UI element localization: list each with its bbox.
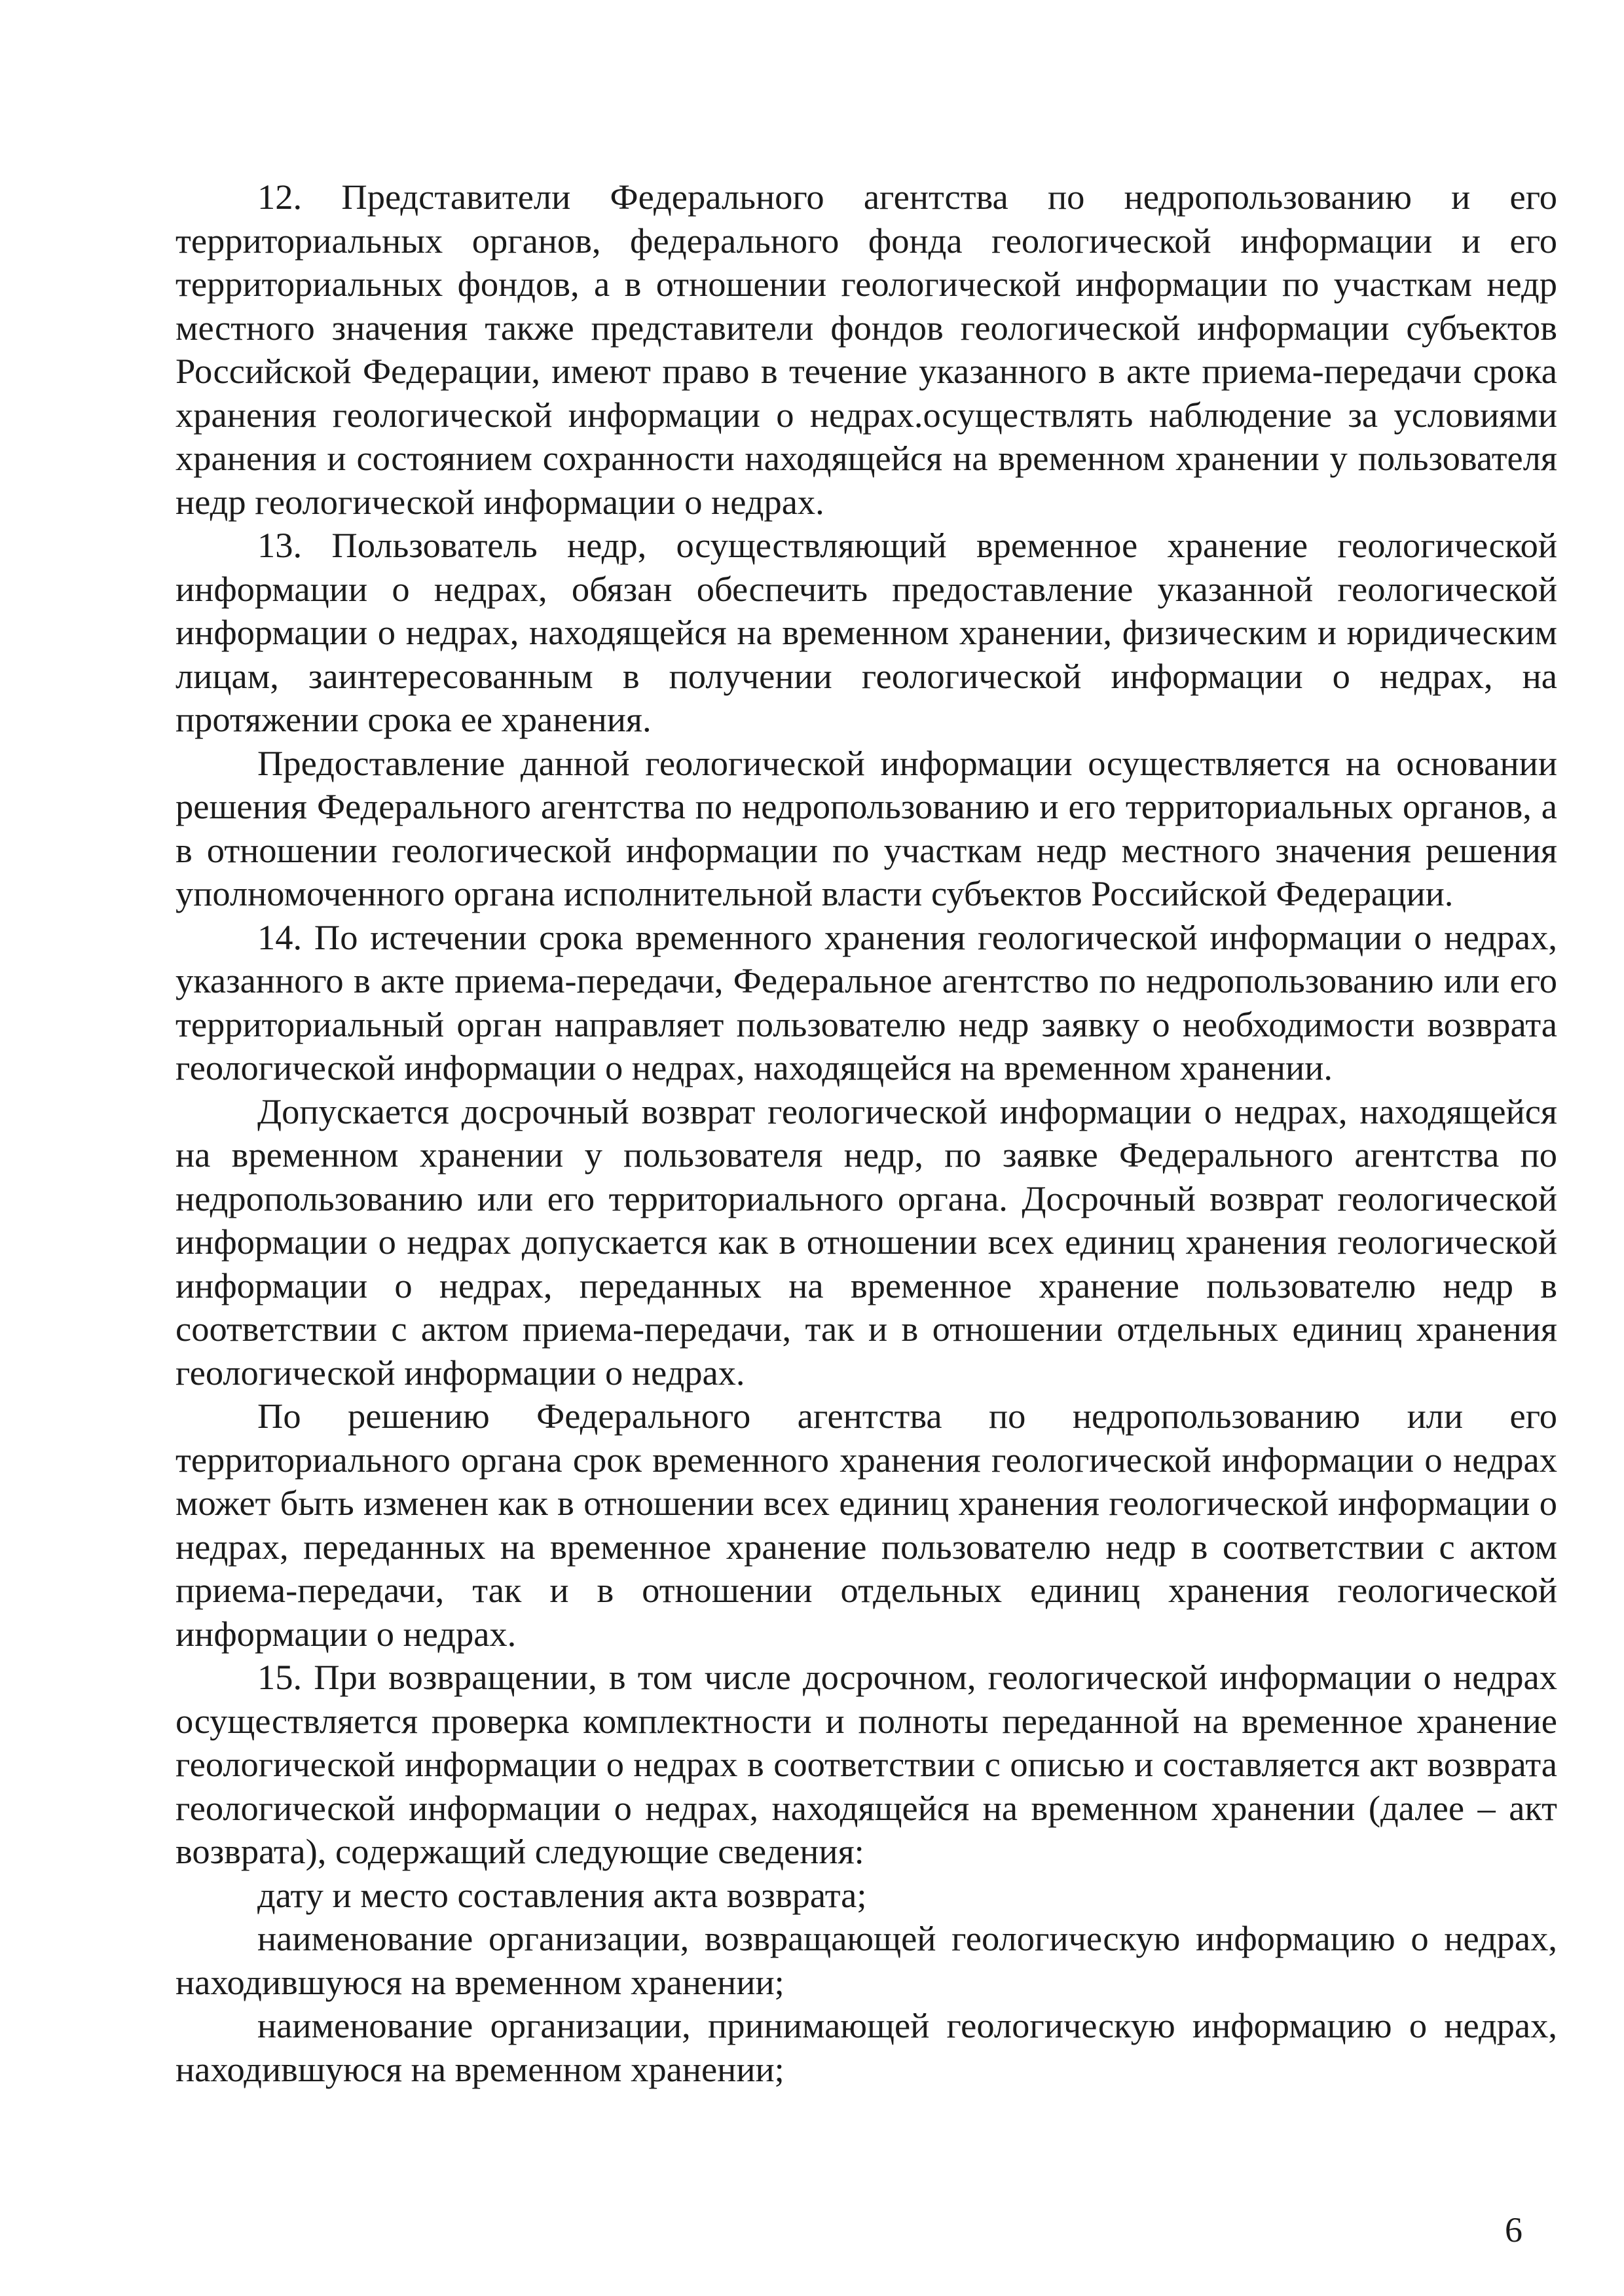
- paragraph-14: 14. По истечении срока временного хранения геологической информации о недрах, указанного в акте приема-передачи, Федеральное агентство по недропользованию или его территориальный орган направляет пользователю недр заявку о необходимости возврата геологической информации о недрах, находящейся на временном хранении.: [175, 917, 1557, 1087]
- paragraph-14-term-change: По решению Федерального агентства по недропользованию или его территориального органа срок временного хранения геологической информации о недрах может быть изменен как в отношении всех единиц хранения геологической информации о недрах, переданных на временное хранение пользователю недр в соответствии с актом приема-передачи, так и в отношении отдельных единиц хранения геологической информации о недрах.: [175, 1396, 1557, 1654]
- paragraph-13: 13. Пользователь недр, осуществляющий временное хранение геологической информации о недрах, обязан обеспечить предоставление указанной геологической информации о недрах, находящейся на временном хранении, физическим и юридическим лицам, заинтересованным в получении геологической информации о недрах, на протяжении срока ее хранения.: [175, 525, 1557, 739]
- paragraph-12: 12. Представители Федерального агентства по недропользованию и его территориальных органов, федерального фонда геологической информации и его территориальных фондов, а в отношении геологической информации по участкам недр местного значения также представители фондов геологической информации субъектов Российской Федерации, имеют право в течение указанного в акте приема-передачи срока хранения геологической информации о недрах.осуществлять наблюдение за условиями хранения и состоянием сохранности находящейся на временном хранении у пользователя недр геологической информации о недрах.: [175, 177, 1557, 522]
- paragraph-13-provision: Предоставление данной геологической информации осуществляется на основании решения Федерального агентства по недропользованию и его территориальных органов, а в отношении геологической информации по участкам недр местного значения решения уполномоченного органа исполнительной власти субъектов Российской Федерации.: [175, 742, 1557, 913]
- paragraph-14-early-return: Допускается досрочный возврат геологической информации о недрах, находящейся на временном хранении у пользователя недр, по заявке Федерального агентства по недропользованию или его территориального органа. Досрочный возврат геологической информации о недрах допускается как в отношении всех единиц хранения геологической информации о недрах, переданных на временное хранение пользователю недр в соответствии с актом приема-передачи, так и в отношении отдельных единиц хранения геологической информации о недрах.: [175, 1091, 1557, 1393]
- list-item-date-place: дату и место составления акта возврата;: [257, 1874, 867, 1915]
- document-body: [175, 175, 1557, 2091]
- page-number: 6: [1505, 2210, 1522, 2250]
- paragraph-15: 15. При возвращении, в том числе досрочном, геологической информации о недрах осуществляется проверка комплектности и полноты переданной на временное хранение геологической информации о недрах в соответствии с описью и составляется акт возврата геологической информации о недрах, находящейся на временном хранении (далее – акт возврата), содержащий следующие сведения:: [175, 1657, 1557, 1871]
- list-item-receiving-org: наименование организации, принимающей геологическую информацию о недрах, находившуюся на временном хранении;: [175, 2005, 1557, 2089]
- list-item-returning-org: наименование организации, возвращающей геологическую информацию о недрах, находившуюся на временном хранении;: [175, 1918, 1557, 2002]
